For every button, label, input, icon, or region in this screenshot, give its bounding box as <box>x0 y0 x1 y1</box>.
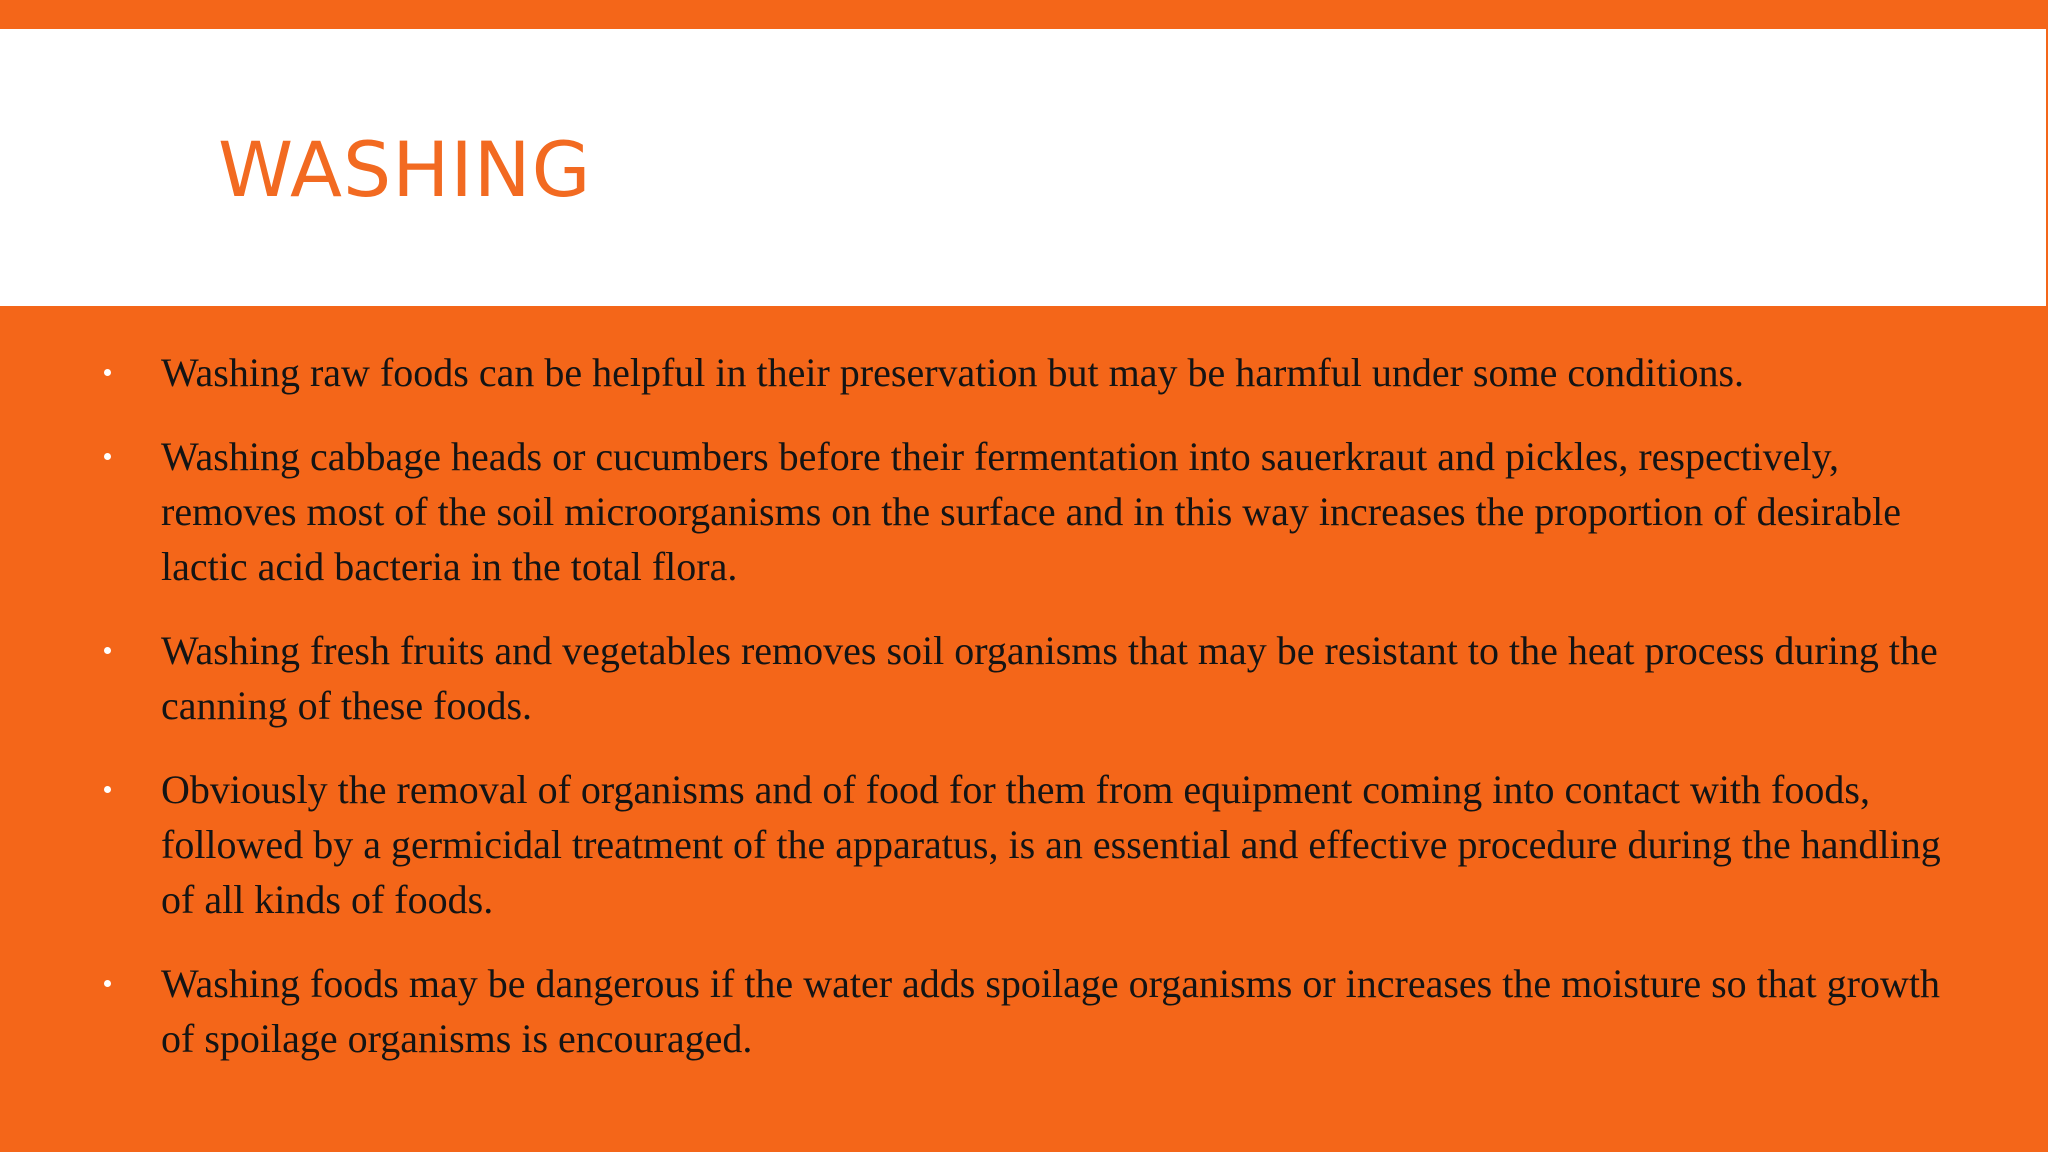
bullet-text: Washing cabbage heads or cucumbers before their fermentation into sauerkraut and pickles, respectively, removes most of the soil microorganisms on the surface and in this way increases the proportion of desirable lactic acid bacteria in the total flora. <box>161 434 1901 589</box>
bullet-list <box>0 345 2048 1066</box>
slide-title: WASHING <box>218 125 592 214</box>
bullet-text: Obviously the removal of organisms and of food for them from equipment coming into contact with foods, followed by a germicidal treatment of the apparatus, is an essential and effective procedure during the handling of all kinds of foods. <box>161 767 1941 922</box>
bullet-item <box>0 762 1941 927</box>
bullet-text: Washing raw foods can be helpful in their preservation but may be harmful under some conditions. <box>161 350 1745 395</box>
bullet-item <box>0 956 1941 1066</box>
bullet-item <box>0 429 1941 594</box>
top-accent-strip <box>0 0 2048 29</box>
bullet-item <box>0 623 1941 733</box>
slide-content <box>0 345 2048 1095</box>
bullet-dot-icon <box>104 369 111 376</box>
bullet-dot-icon <box>104 453 111 460</box>
bullet-dot-icon <box>104 647 111 654</box>
bullet-dot-icon <box>104 786 111 793</box>
bullet-item <box>0 345 1941 400</box>
bullet-text: Washing foods may be dangerous if the water adds spoilage organisms or increases the moisture so that growth of spoilage organisms is encouraged. <box>161 961 1940 1061</box>
bullet-dot-icon <box>104 980 111 987</box>
bullet-text: Washing fresh fruits and vegetables removes soil organisms that may be resistant to the heat process during the canning of these foods. <box>161 628 1938 728</box>
